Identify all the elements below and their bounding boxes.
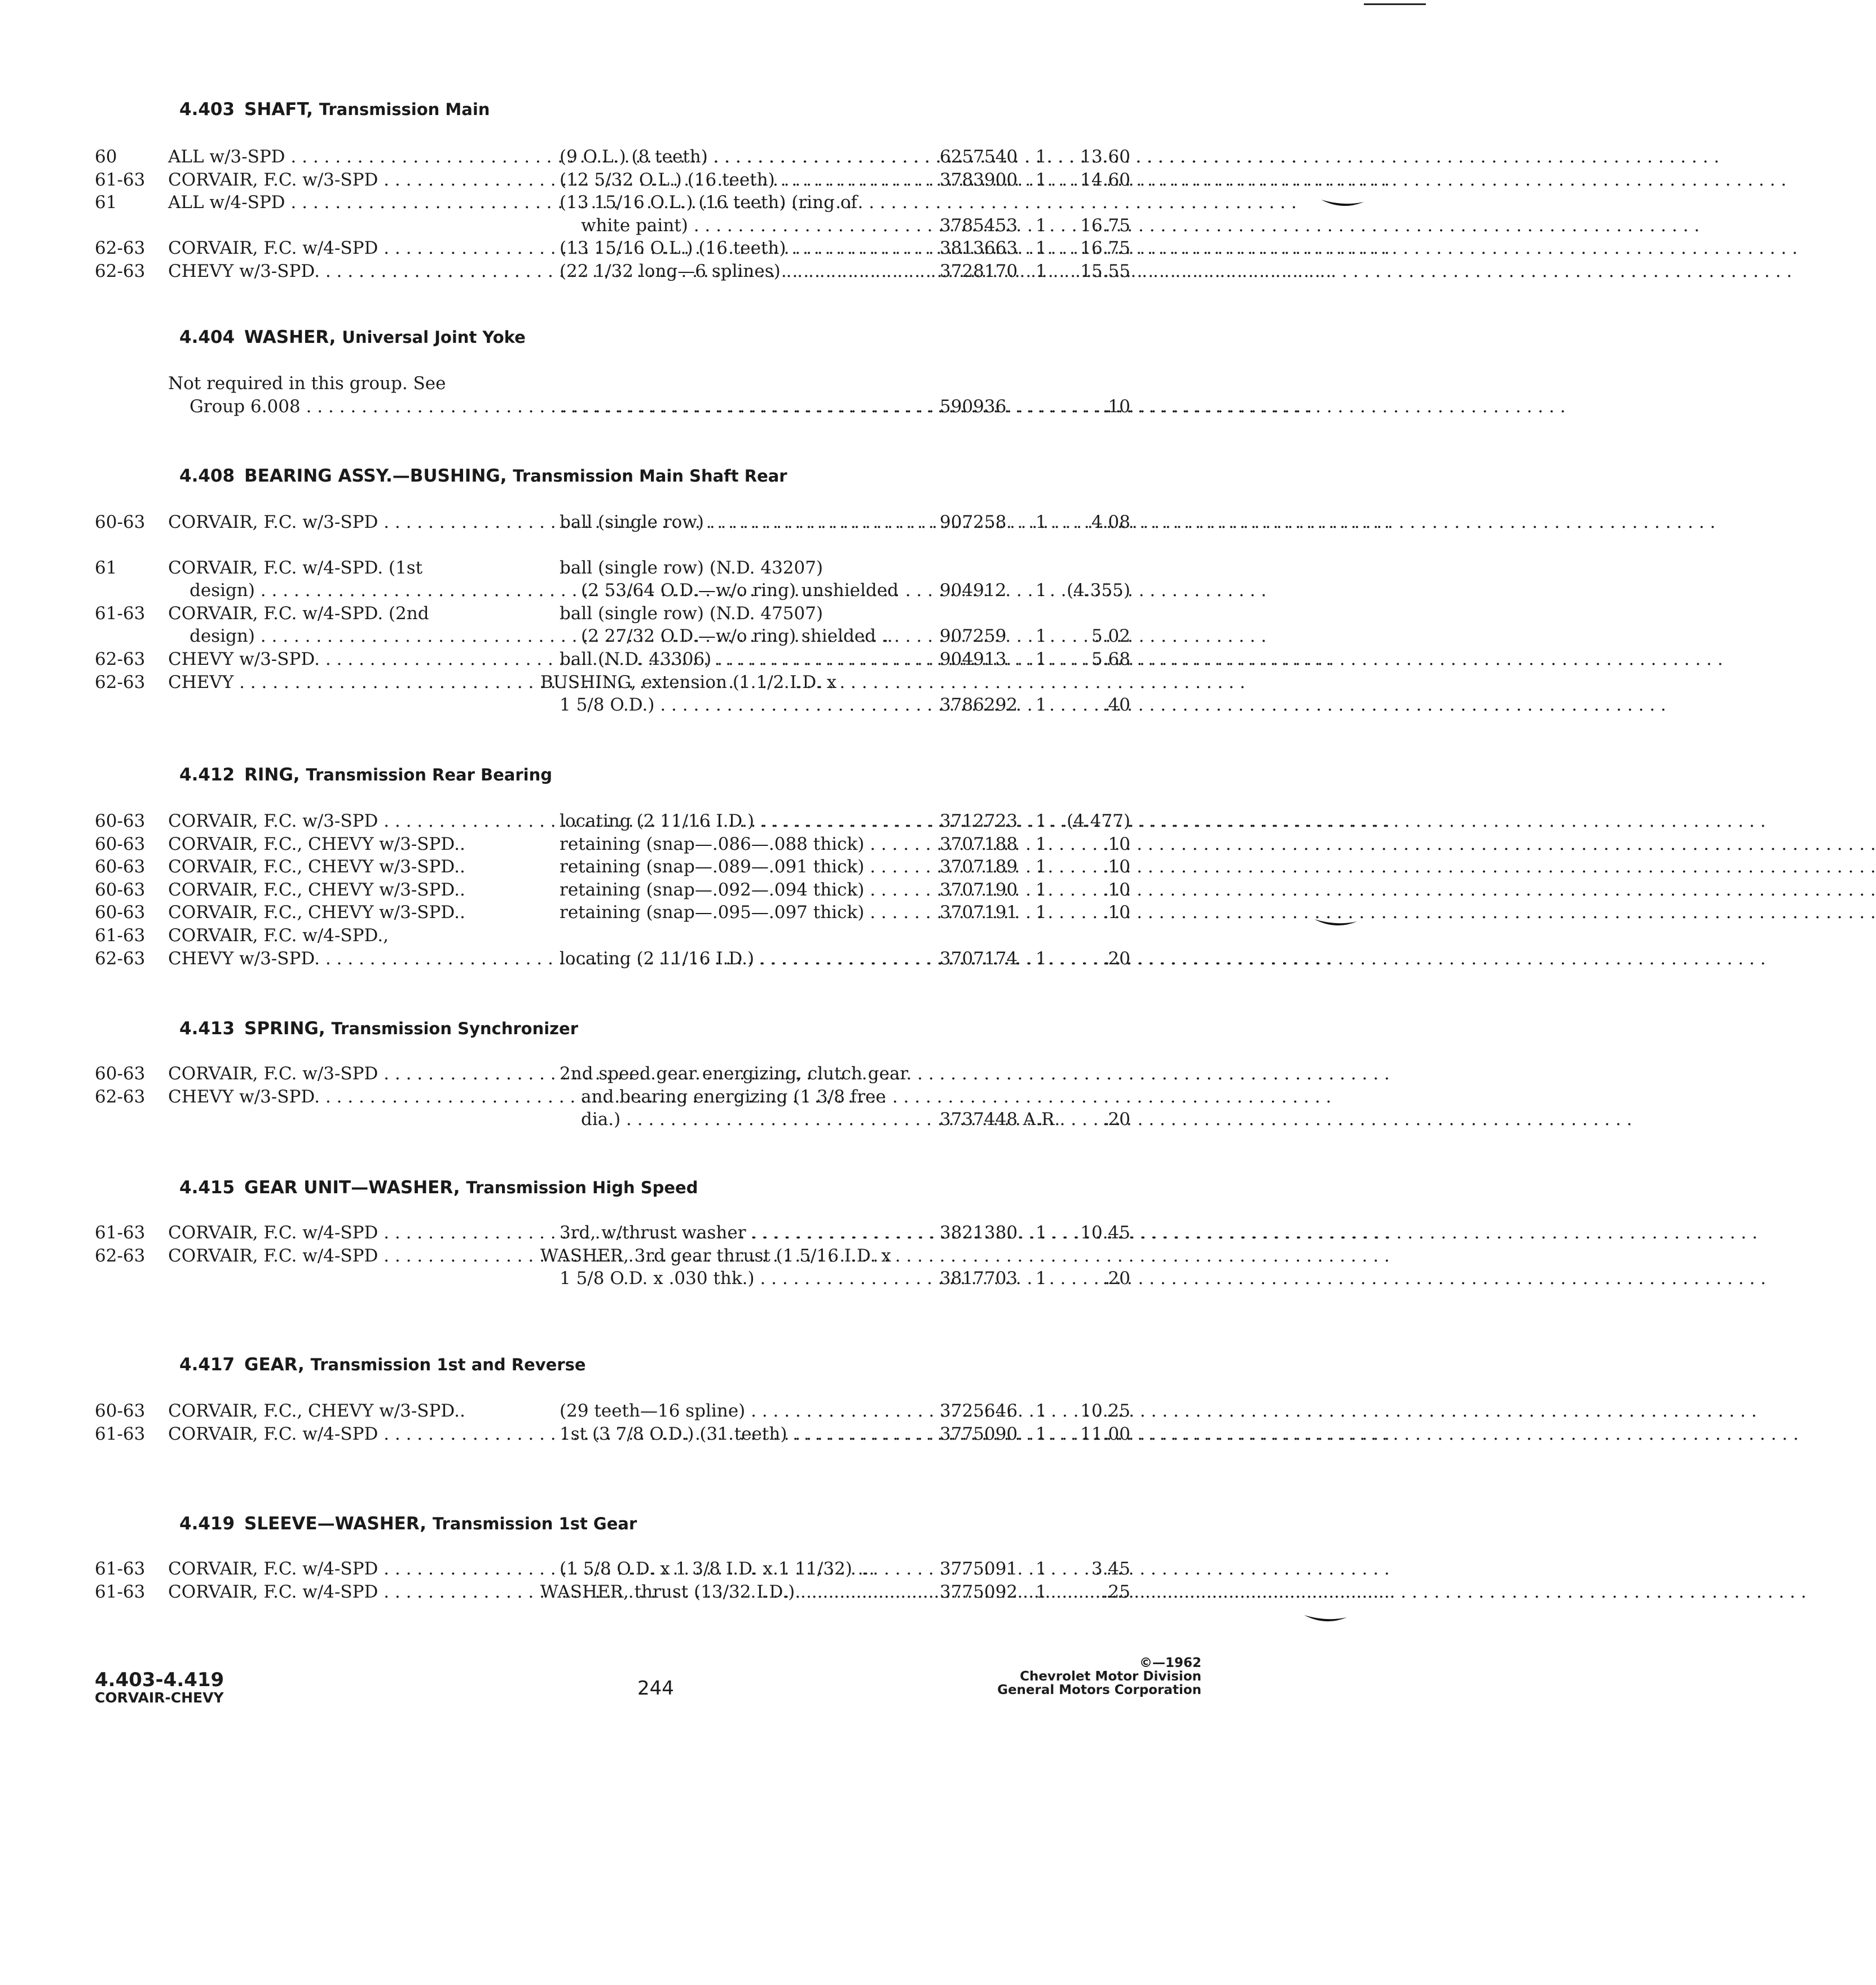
quantity: 1: [1036, 215, 1047, 236]
price: 16.75: [1080, 215, 1130, 236]
description: WASHER, 3rd gear thrust (1 5/16 I.D. x: [540, 1245, 891, 1266]
page-number: 244: [637, 1677, 674, 1700]
model-years: 61: [95, 557, 117, 578]
part-row: [0, 671, 1426, 694]
application: CORVAIR, F.C., CHEVY w/3-SPD..: [168, 857, 465, 877]
corner-rule: [1364, 3, 1426, 5]
description: retaining (snap—.089—.091 thick) . . .: [560, 855, 921, 878]
section-subtitle: Transmission Synchronizer: [331, 1019, 579, 1038]
quantity: 1: [1036, 695, 1047, 716]
price: 13.60: [1080, 147, 1130, 167]
description: (1 5/8 O.D. x 1 3/8 I.D. x 1 11/32) ...: [560, 1559, 875, 1579]
price: 3.45: [1091, 1559, 1130, 1579]
model-years: 60-63: [95, 512, 146, 532]
part-number: 3775092: [940, 1581, 1018, 1602]
part-number: 3707189: [940, 857, 1018, 877]
part-number: 907259: [940, 626, 1007, 647]
description: retaining (snap—.086—.088 thick) . . .: [560, 833, 921, 855]
model-years: 60-63: [95, 902, 146, 923]
quantity: 1: [1036, 879, 1047, 900]
part-row: [0, 924, 1426, 947]
section-title: GEAR UNIT—WASHER,: [244, 1177, 460, 1198]
description: (2 27/32 O.D.—w/o ring) shielded ..: [581, 626, 893, 647]
model-years: 62-63: [95, 649, 146, 669]
section-heading: [179, 1514, 637, 1534]
application: CORVAIR, F.C. w/3-SPD . . .: [168, 511, 507, 533]
description: locating (2 11/16 I.D.) . . .: [560, 810, 921, 832]
part-row: [0, 260, 1426, 283]
application: CHEVY w/3-SPD. . . .: [168, 1086, 507, 1108]
section-number: 4.403: [179, 99, 235, 120]
description: white paint) . . .: [581, 214, 921, 237]
application: CORVAIR, F.C. w/4-SPD . . .: [168, 1221, 507, 1244]
part-number: 904912: [940, 580, 1007, 601]
part-row: [0, 1108, 1426, 1131]
price: 4.08: [1091, 512, 1130, 532]
part-row: [0, 810, 1426, 832]
section-heading: [179, 1355, 586, 1375]
footer-copyright: ©—1962: [1139, 1656, 1201, 1670]
section-subtitle: Transmission Main: [319, 100, 490, 119]
model-years: 62-63: [95, 261, 146, 281]
footer-division: Chevrolet Motor Division: [1020, 1669, 1201, 1684]
quantity: 1: [1036, 811, 1047, 831]
section-heading: [179, 466, 787, 486]
section-title: WASHER,: [244, 327, 336, 347]
section-heading: [179, 1177, 698, 1198]
part-number: 3785453: [940, 215, 1018, 236]
model-years: 61: [95, 192, 117, 213]
application: CORVAIR, F.C. w/4-SPD. (2nd: [168, 603, 429, 624]
price: .40: [1102, 695, 1130, 716]
section-number: 4.415: [179, 1177, 235, 1198]
part-number: 3707190: [940, 879, 1018, 900]
description: (13 15/16 O.L.) (16 teeth) (ring of: [560, 192, 857, 213]
description: locating (2 11/16 I.D.) . . .: [560, 947, 921, 970]
part-row: [0, 214, 1426, 237]
footer-corporation: General Motors Corporation: [997, 1683, 1201, 1697]
quantity: 1: [1036, 1268, 1047, 1289]
model-years: 61-63: [95, 1223, 146, 1243]
application: Group 6.008 . . .: [190, 395, 507, 418]
application: CHEVY . . .: [168, 671, 507, 694]
description: (2 53/64 O.D.—w/o ring) unshielded: [581, 580, 899, 601]
part-row: [0, 648, 1426, 671]
model-years: 62-63: [95, 1245, 146, 1266]
section-title: SPRING,: [244, 1018, 325, 1039]
section-heading: [179, 327, 526, 347]
application: ALL w/3-SPD . . .: [168, 145, 507, 168]
description: dia.) . . .: [581, 1108, 921, 1131]
section-subtitle: Transmission 1st and Reverse: [310, 1355, 586, 1374]
section-title: SLEEVE—WASHER,: [244, 1514, 427, 1534]
price: 16.75: [1080, 238, 1130, 259]
description: ball (single row) (N.D. 43207): [560, 557, 823, 578]
price: .10: [1102, 396, 1130, 417]
quantity: 1: [1036, 580, 1047, 601]
quantity: 1: [1036, 626, 1047, 647]
model-years: 60-63: [95, 1064, 146, 1084]
part-number: 3821380: [940, 1223, 1018, 1243]
part-number: 3707191: [940, 902, 1018, 923]
model-years: 60-63: [95, 833, 146, 854]
application: CORVAIR, F.C. w/4-SPD . . .: [168, 1558, 507, 1580]
quantity: 1: [1036, 1223, 1047, 1243]
price: 11.00: [1080, 1423, 1130, 1444]
part-number: 3725646: [940, 1401, 1018, 1421]
price: .20: [1102, 1268, 1130, 1289]
price: .10: [1102, 857, 1130, 877]
description: retaining (snap—.092—.094 thick) . . .: [560, 879, 921, 901]
part-row: [0, 557, 1426, 579]
section-heading: [179, 765, 552, 785]
part-row: [0, 1062, 1426, 1085]
description: 2nd speed gear energizing, clutch gear: [560, 1064, 909, 1084]
application: CORVAIR, F.C., CHEVY w/3-SPD..: [168, 902, 465, 923]
section-subtitle: Transmission 1st Gear: [432, 1514, 637, 1533]
model-years: 61-63: [95, 603, 146, 624]
price: 5.68: [1091, 649, 1130, 669]
application: design) . . .: [190, 579, 507, 602]
binder-mark: [1303, 1614, 1348, 1626]
model-years: 62-63: [95, 1086, 146, 1107]
description: ball (single row) (N.D. 47507): [560, 603, 823, 624]
part-row: [0, 169, 1426, 191]
price: (4.477): [1067, 811, 1130, 831]
part-row: [0, 947, 1426, 970]
part-number: 6257540: [940, 147, 1018, 167]
description: (12 5/32 O.L.) (16 teeth) . . .: [560, 169, 921, 191]
section-subtitle: Transmission Main Shaft Rear: [513, 466, 787, 486]
footer-group-code: 4.403-4.419: [95, 1669, 224, 1691]
part-row: [0, 1086, 1426, 1108]
application: CHEVY w/3-SPD. . . .: [168, 648, 507, 671]
application: CORVAIR, F.C., CHEVY w/3-SPD..: [168, 1401, 465, 1421]
application: CORVAIR, F.C. w/3-SPD . . .: [168, 169, 507, 191]
model-years: 60-63: [95, 1401, 146, 1421]
application: CHEVY w/3-SPD. . . .: [168, 260, 507, 283]
description: WASHER, thrust (13/32 I.D.) . . .: [540, 1581, 921, 1603]
quantity: 1: [1036, 857, 1047, 877]
quantity: 1: [1036, 649, 1047, 669]
part-number: 590936: [940, 396, 1007, 417]
part-number: 3775091: [940, 1559, 1018, 1579]
quantity: 1: [1036, 147, 1047, 167]
price: .10: [1102, 902, 1130, 923]
part-number: 907258: [940, 512, 1007, 532]
description: and bearing energizing (1 3/8 free: [581, 1086, 886, 1107]
part-row: [0, 879, 1426, 901]
part-number: 3786292: [940, 695, 1018, 716]
model-years: 61-63: [95, 925, 146, 946]
application: CORVAIR, F.C. w/4-SPD.,: [168, 925, 389, 946]
model-years: 60: [95, 147, 117, 167]
quantity: 1: [1036, 833, 1047, 854]
quantity: 1: [1036, 948, 1047, 969]
model-years: 61-63: [95, 1581, 146, 1602]
part-row: [0, 1267, 1426, 1290]
model-years: 62-63: [95, 238, 146, 259]
section-title: GEAR,: [244, 1355, 305, 1375]
part-row: [0, 1581, 1426, 1603]
quantity: 1: [1036, 261, 1047, 281]
application: CORVAIR, F.C. w/4-SPD . . .: [168, 1423, 507, 1445]
model-years: 60-63: [95, 879, 146, 900]
price: 14.60: [1080, 169, 1130, 190]
application: CORVAIR, F.C., CHEVY w/3-SPD..: [168, 833, 465, 854]
part-row: [0, 579, 1426, 602]
quantity: 1: [1036, 1401, 1047, 1421]
price: .25: [1102, 1581, 1130, 1602]
part-number: 3817703: [940, 1268, 1018, 1289]
price: .20: [1102, 1109, 1130, 1130]
section-subtitle: Universal Joint Yoke: [342, 328, 526, 347]
description: 3rd, w/thrust washer . . .: [560, 1221, 921, 1244]
description: (22 1/32 long—6 splines) . . .: [560, 260, 921, 283]
part-number: 3728170: [940, 261, 1018, 281]
section-heading: [179, 99, 490, 120]
description: ball (single row) . . .: [560, 511, 921, 533]
part-row: [0, 625, 1426, 647]
description: 1 5/8 O.D. x .030 thk.) . . .: [560, 1267, 921, 1290]
part-number: 3737448 A.R.: [940, 1109, 1060, 1130]
price: 10.25: [1080, 1401, 1130, 1421]
section-title: BEARING ASSY.—BUSHING,: [244, 466, 507, 486]
part-number: 3712723: [940, 811, 1018, 831]
section-number: 4.417: [179, 1355, 235, 1375]
application: CORVAIR, F.C. w/4-SPD . . .: [168, 1245, 507, 1267]
part-row: [0, 602, 1426, 625]
section-number: 4.404: [179, 327, 235, 347]
application: Not required in this group. See: [168, 373, 446, 394]
application: CORVAIR, F.C. w/4-SPD. (1st: [168, 557, 423, 578]
application: CORVAIR, F.C., CHEVY w/3-SPD..: [168, 879, 465, 900]
model-years: 61-63: [95, 1559, 146, 1579]
part-row: [0, 511, 1426, 533]
application: CORVAIR, F.C. w/3-SPD . . .: [168, 810, 507, 832]
price: 5.02: [1091, 626, 1130, 647]
section-number: 4.408: [179, 466, 235, 486]
part-row: [0, 901, 1426, 924]
description: ball (N.D. 43306) . . .: [560, 648, 921, 671]
description: BUSHING, extension (1 1/2 I.D. x: [540, 672, 837, 692]
model-years: 60-63: [95, 811, 146, 831]
part-number: 3813663: [940, 238, 1018, 259]
description: 1st (3 7/8 O.D.) (31 teeth) . . .: [560, 1423, 921, 1445]
part-row: [0, 395, 1426, 418]
part-row: [0, 855, 1426, 878]
model-years: 62-63: [95, 672, 146, 692]
section-title: SHAFT,: [244, 99, 313, 120]
section-title: RING,: [244, 765, 300, 785]
description: [560, 395, 921, 418]
price: .10: [1102, 833, 1130, 854]
price: 10.45: [1080, 1223, 1130, 1243]
part-row: [0, 191, 1426, 214]
quantity: 1: [1036, 902, 1047, 923]
description: 1 5/8 O.D.) . . .: [560, 694, 921, 716]
model-years: 61-63: [95, 1423, 146, 1444]
price: (4.355): [1067, 580, 1130, 601]
application: CHEVY w/3-SPD. . . .: [168, 947, 507, 970]
part-row: [0, 1558, 1426, 1580]
quantity: 1: [1036, 1559, 1047, 1579]
quantity: 1: [1036, 1423, 1047, 1444]
footer-subtitle: CORVAIR-CHEVY: [95, 1690, 224, 1706]
description: (9 O.L.) (8 teeth) . . .: [560, 145, 921, 168]
quantity: 1: [1036, 512, 1047, 532]
description: (13 15/16 O.L.) (16 teeth) . . .: [560, 237, 921, 259]
part-row: [0, 1245, 1426, 1267]
quantity: 1: [1036, 1581, 1047, 1602]
part-row: [0, 145, 1426, 168]
part-row: [0, 833, 1426, 855]
quantity: 1: [1036, 238, 1047, 259]
part-number: 904913: [940, 649, 1007, 669]
application: CORVAIR, F.C. w/4-SPD . . .: [168, 1581, 507, 1603]
section-number: 4.412: [179, 765, 235, 785]
description: retaining (snap—.095—.097 thick) . . .: [560, 901, 921, 924]
part-number: 3707188: [940, 833, 1018, 854]
section-number: 4.419: [179, 1514, 235, 1534]
section-number: 4.413: [179, 1018, 235, 1039]
part-number: 3783900: [940, 169, 1018, 190]
part-row: [0, 1423, 1426, 1445]
model-years: 62-63: [95, 948, 146, 969]
model-years: 60-63: [95, 857, 146, 877]
section-heading: [179, 1018, 578, 1039]
model-years: 61-63: [95, 169, 146, 190]
part-number: 3707174: [940, 948, 1018, 969]
price: 15.55: [1080, 261, 1130, 281]
section-subtitle: Transmission High Speed: [466, 1178, 698, 1197]
part-row: [0, 694, 1426, 716]
price: .10: [1102, 879, 1130, 900]
application: design) . . .: [190, 625, 507, 647]
part-row: [0, 1221, 1426, 1244]
part-row: [0, 1400, 1426, 1422]
description: (29 teeth—16 spline) . . .: [560, 1400, 921, 1422]
part-row: [0, 372, 1426, 395]
price: .20: [1102, 948, 1130, 969]
application: ALL w/4-SPD . . .: [168, 191, 507, 214]
part-number: 3775090: [940, 1423, 1018, 1444]
quantity: 1: [1036, 169, 1047, 190]
part-row: [0, 237, 1426, 259]
application: CORVAIR, F.C. w/4-SPD . . .: [168, 237, 507, 259]
section-subtitle: Transmission Rear Bearing: [306, 765, 552, 784]
application: CORVAIR, F.C. w/3-SPD . . .: [168, 1062, 507, 1085]
